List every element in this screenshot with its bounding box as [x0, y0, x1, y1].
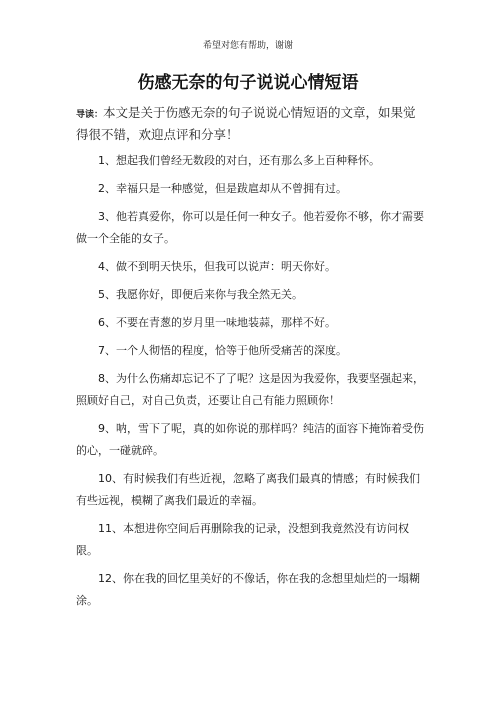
intro-text: 本文是关于伤感无奈的句子说说心情短语的文章，如果觉得很不错，欢迎点评和分享！: [76, 105, 416, 142]
list-item: 12、你在我的回忆里美好的不像话，你在我的念想里灿烂的一塌糊涂。: [76, 572, 420, 607]
header-note: 希望对您有帮助，谢谢: [202, 41, 293, 51]
list-item: 9、呐，雪下了呢，真的如你说的那样吗？纯洁的面容下掩饰着受伤的心，一碰就碎。: [76, 422, 424, 457]
list-item: 2、幸福只是一种感觉，但是跋扈却从不曾拥有过。: [98, 182, 347, 195]
page-title: 伤感无奈的句子说说心情短语: [137, 73, 359, 93]
list-item: 7、一个人彻悟的程度，恰等于他所受痛苦的深度。: [98, 344, 347, 357]
list-item: 1、想起我们曾经无数段的对白，还有那么多上百种释怀。: [98, 154, 380, 167]
list-item: 11、本想进你空间后再删除我的记录，没想到我竟然没有访问权限。: [76, 522, 409, 557]
list-item: 4、做不到明天快乐，但我可以说声：明天你好。: [98, 260, 336, 273]
list-item: 5、我愿你好，即便后来你与我全然无关。: [98, 288, 303, 301]
list-item: 6、不要在青葱的岁月里一味地装蒜，那样不好。: [98, 316, 336, 329]
list-item: 10、有时候我们有些近视，忽略了离我们最真的情感；有时候我们有些远视，模糊了离我们最近的幸福。: [76, 472, 420, 507]
intro-paragraph: [76, 103, 424, 145]
list-item: 8、为什么伤痛却忘记不了了呢？这是因为我爱你，我要坚强起来，照顾好自己，对自己负责，还要让自己有能力照顾你！: [76, 372, 424, 407]
intro-label: 导读：: [76, 110, 104, 120]
list-item: 3、他若真爱你，你可以是任何一种女子。他若爱你不够，你才需要做一个全能的女子。: [76, 210, 424, 245]
